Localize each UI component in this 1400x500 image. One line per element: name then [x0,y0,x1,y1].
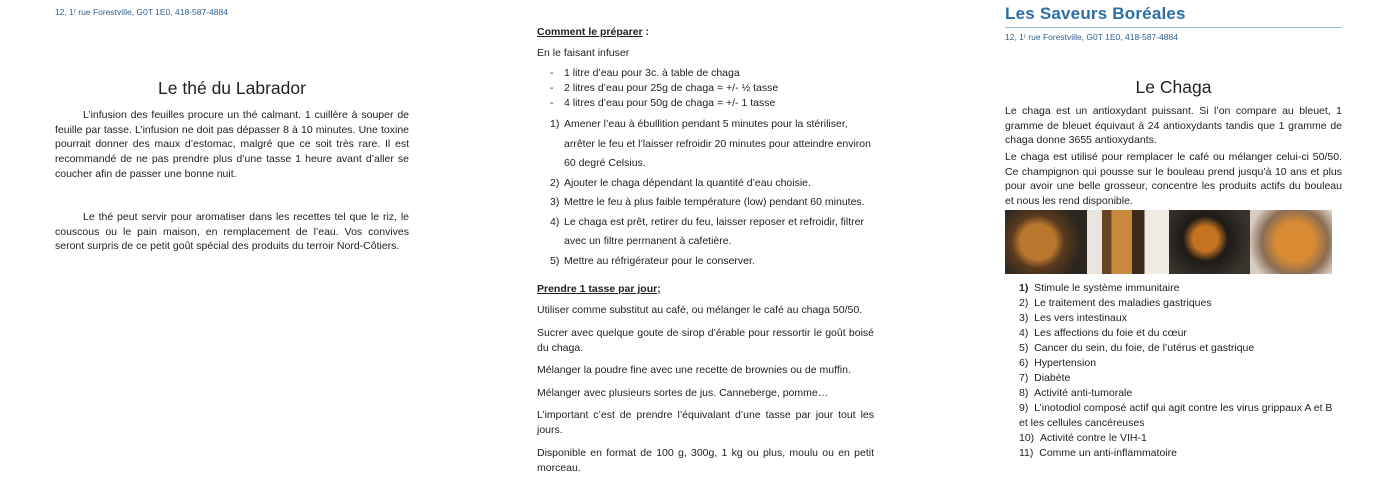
preparation-heading [537,25,649,40]
uses-list [537,303,874,483]
chaga-photo-2 [1087,210,1169,274]
daily-heading: Prendre 1 tasse par jour; [537,283,661,295]
chaga-panel [1005,0,1342,500]
step-item [537,193,874,213]
benefit-text: Activité contre le VIH-1 [1040,432,1147,444]
brand-rule [1005,27,1342,28]
benefit-text: Les vers intestinaux [1034,312,1127,324]
benefit-item [1005,371,1342,386]
benefit-text: Activité anti-tumorale [1034,387,1133,399]
preparation-heading-suffix: : [642,26,650,38]
benefit-number: 10) [1019,432,1041,444]
chaga-photo-1 [1005,210,1087,274]
paragraph-usage: Le chaga est utilisé pour remplacer le café ou mélanger celui-ci 50/50. Ce champignon qui pousse sur le bouleau prend jusqu’à 10 ans et plus pour avoir une belle grosseur, concentre les produits actifs du bouleau et nous les rend disponible. [1005,151,1342,208]
benefit-text: L’inotodiol composé actif qui agit contre les virus grippaux A et B et les cellules cancéreuses [1019,402,1333,429]
step-text: Mettre le feu à plus faible température (low) pendant 60 minutes. [564,196,865,208]
ratio-item: - 4 litres d’eau pour 50g de chaga = +/- 1 tasse [537,96,874,111]
steps-list [537,115,874,271]
ratio-item: - 2 litres d’eau pour 25g de chaga = +/- ½ tasse [537,81,874,96]
page-title: Le thé du Labrador [158,78,306,98]
benefits-list [1005,281,1342,461]
paragraph-infusion: L’infusion des feuilles procure un thé calmant. 1 cuillère à souper de feuille par tasse. L’infusion ne doit pas dépasser 8 à 10 minutes. Une toxine pourrait donner des maux d’estomac, malgré que ce soit très rare. Il est recommandé de ne pas prendre plus d’une tasse 1 heure avant d’aller se coucher afin de passer une bonne nuit. [55,109,409,180]
step-text: Amener l’eau à ébullition pendant 5 minutes pour la stériliser, arrêter le feu et l’laisser refroidir 20 minutes pour atteindre environ 60 degré Celsius. [564,118,871,169]
chaga-photo-strip [1005,210,1332,274]
benefit-number: 2) [1019,297,1035,309]
benefit-text: Diabète [1034,372,1071,384]
usage-paragraph: Mélanger avec plusieurs sortes de jus. Canneberge, pomme… [537,386,829,399]
benefit-number: 4) [1019,327,1035,339]
benefit-item [1005,401,1342,431]
usage-paragraph: Sucrer avec quelque goute de sirop d’érable pour ressortir le goût boisé du chaga. [537,326,874,354]
step-item [537,174,874,194]
benefit-item [1005,386,1342,401]
benefit-item [1005,311,1342,326]
usage-paragraph: L’important c’est de prendre l’équivalant d’une tasse par jour tout les jours. [537,409,874,436]
benefit-item [1005,326,1342,341]
labrador-tea-panel [55,0,409,500]
benefit-number: 1) [1019,282,1035,294]
step-number: 1) [550,118,560,130]
paragraph-recipes: Le thé peut servir pour aromatiser dans les recettes tel que le riz, le couscous ou le pain maison, en remplacement de l’eau. Vos convives seront surpris de ce petit goût spécial des produits du terroir Nord-Côtiers. [55,211,409,253]
usage-paragraph: Utiliser comme substitut au café, ou mélanger le café au chaga 50/50. [537,304,863,316]
benefit-text: Hypertension [1034,357,1097,369]
ratio-item: - 1 litre d’eau pour 3c. à table de chaga [537,66,874,81]
chaga-title: Le Chaga [1135,77,1212,97]
chaga-photo-3 [1169,210,1251,274]
step-item [537,213,874,252]
benefit-item [1005,431,1342,446]
benefit-item [1005,296,1342,311]
step-number: 5) [550,254,560,267]
benefit-text: Cancer du sein, du foie, de l’utérus et gastrique [1034,342,1255,354]
benefit-item [1005,281,1342,296]
benefit-text: Les affections du foie et du cœur [1034,327,1187,339]
benefit-text: Stimule le système immunitaire [1034,282,1180,294]
address-line: 12, 1ʳ rue Forestville, G0T 1E0, 418-587-4884 [1005,32,1178,42]
benefit-number: 7) [1019,372,1035,384]
preparation-heading-text: Comment le préparer [537,26,643,38]
benefit-number: 11) [1019,447,1040,459]
benefit-number: 3) [1019,312,1035,324]
step-item [537,252,874,272]
usage-paragraph: Mélanger la poudre fine avec une recette de brownies ou de muffin. [537,364,851,376]
step-number: 3) [550,196,560,208]
benefit-text: Le traitement des maladies gastriques [1034,297,1212,309]
benefit-number: 6) [1019,357,1035,369]
ratio-list [537,66,874,111]
address-line: 12, 1ʳ rue Forestville, G0T 1E0, 418-587-4884 [55,7,228,17]
usage-paragraph: Disponible en format de 100 g, 300g, 1 kg ou plus, moulu ou en petit morceau. [537,446,874,474]
brand-title: Les Saveurs Boréales [1005,4,1186,23]
step-number: 2) [550,176,560,189]
step-number: 4) [550,215,560,228]
step-text: Ajouter le chaga dépendant la quantité d’eau choisie. [564,176,811,189]
step-text: Le chaga est prêt, retirer du feu, laisser reposer et refroidir, filtrer avec un filtre permanent à cafetière. [564,215,864,247]
benefit-number: 5) [1019,342,1035,354]
paragraph-antioxidant: Le chaga est un antioxydant puissant. Si l’on compare au bleuet, 1 gramme de bleuet équivaut à 24 antioxydants tandis que 1 gramme de chaga donne 3655 antioxydants. [1005,105,1342,147]
preparation-panel [537,0,874,500]
chaga-photo-4 [1250,210,1332,274]
benefit-item [1005,341,1342,356]
benefit-item [1005,356,1342,371]
benefit-number: 8) [1019,387,1035,399]
intro-text: En le faisant infuser [537,47,630,59]
step-item [537,115,874,174]
benefit-text: Comme un anti-inflammatoire [1039,447,1177,459]
benefit-number: 9) [1019,402,1035,414]
benefit-item [1005,446,1342,461]
step-text: Mettre au réfrigérateur pour le conserver. [564,254,755,267]
